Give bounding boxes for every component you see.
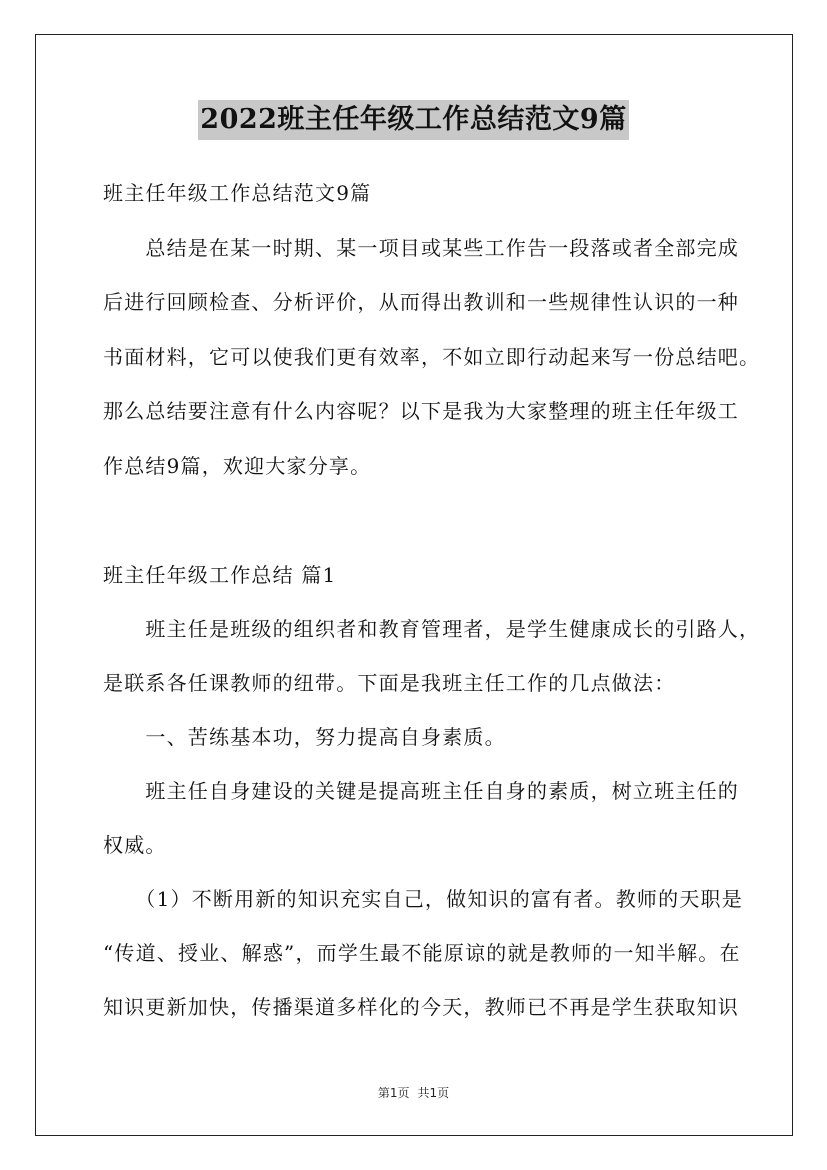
title-container [0,100,827,140]
paragraph-line: 一、苦练基本功，努力提高自身素质。 [103,725,506,749]
paragraph-line: 班主任是班级的组织者和教育管理者，是学生健康成长的引路人， [103,617,761,641]
section-heading: 班主任年级工作总结 篇1 [103,563,337,587]
paragraph-line: 那么总结要注意有什么内容呢？以下是我为大家整理的班主任年级工 [103,399,739,423]
paragraph-line: 是联系各任课教师的纽带。下面是我班主任工作的几点做法： [103,671,676,695]
document-title: 2022班主任年级工作总结范文9篇 [198,100,628,140]
paragraph-line: 作总结9篇，欢迎大家分享。 [103,454,372,478]
page-total: 共1页 [417,1086,450,1100]
paragraph-line: 总结是在某一时期、某一项目或某些工作告一段落或者全部完成 [103,236,739,260]
paragraph-line: 书面材料，它可以使我们更有效率，不如立即行动起来写一份总结吧。 [103,345,761,369]
paragraph-line: 权威。 [103,833,167,857]
page-footer [0,1084,827,1101]
paragraph-line: “传道、授业、解惑”，而学生最不能原谅的就是教师的一知半解。在 [103,941,741,965]
subtitle-line: 班主任年级工作总结范文9篇 [103,181,372,205]
page-number: 第1页 [377,1086,410,1100]
paragraph-line: 后进行回顾检查、分析评价，从而得出教训和一些规律性认识的一种 [103,290,739,314]
paragraph-line: （1）不断用新的知识充实自己，做知识的富有者。教师的天职是 [103,887,743,911]
paragraph-line: 知识更新加快，传播渠道多样化的今天，教师已不再是学生获取知识 [103,995,739,1019]
paragraph-line: 班主任自身建设的关键是提高班主任自身的素质，树立班主任的 [103,779,739,803]
